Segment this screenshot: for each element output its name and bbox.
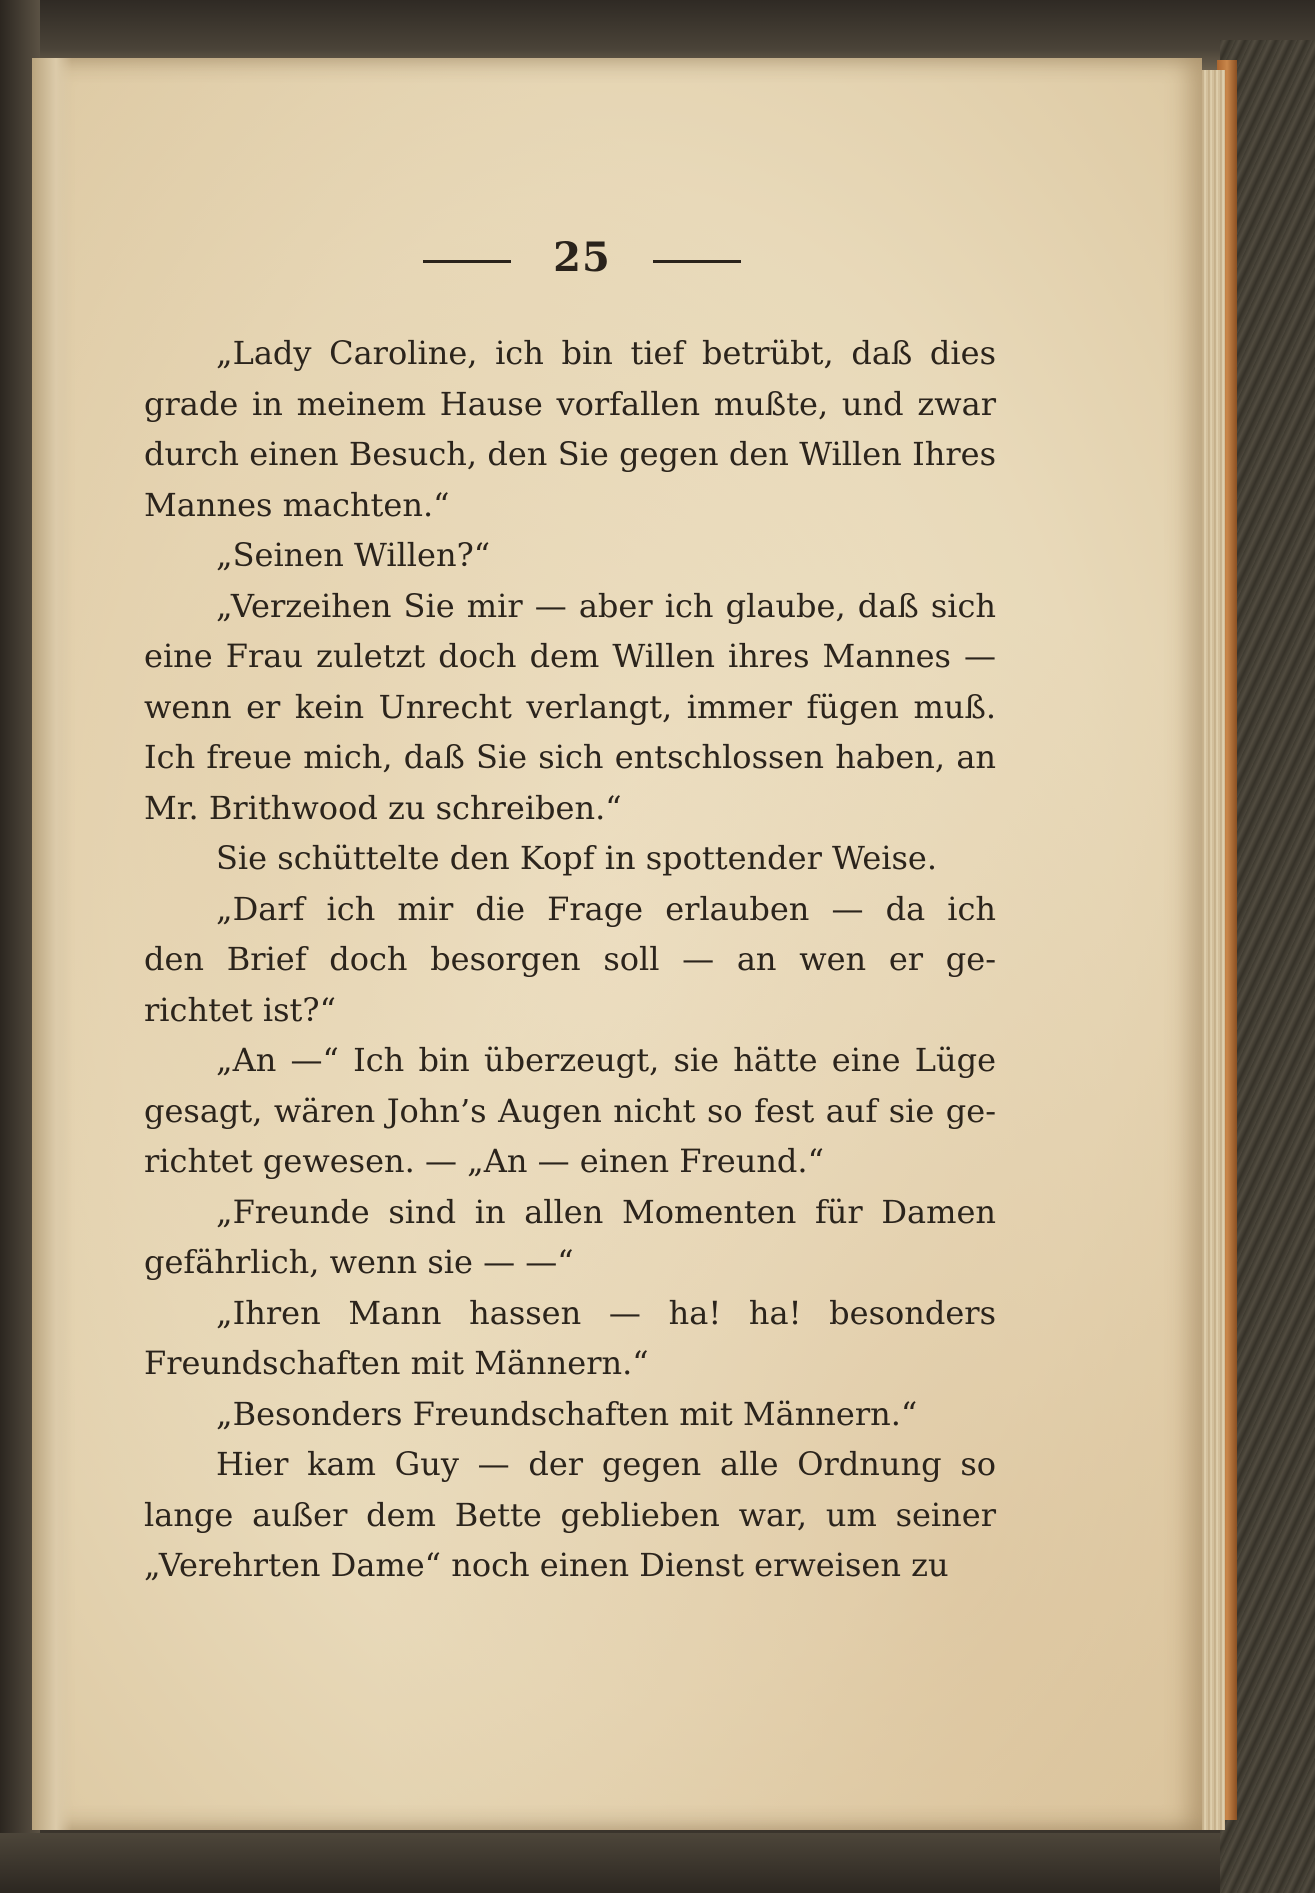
text-line: durch einen Besuch, den Sie gegen den Willen Ihres xyxy=(144,435,996,473)
paragraph xyxy=(144,530,996,581)
text-line: „An —“ Ich bin überzeugt, sie hätte eine Lüge xyxy=(216,1041,996,1079)
book-page xyxy=(32,58,1202,1830)
text-line: den Brief doch besorgen soll — an wen er ge- xyxy=(144,940,996,978)
paragraph xyxy=(144,1439,996,1591)
text-line: richtet gewesen. — „An — einen Freund.“ xyxy=(144,1142,824,1180)
paragraph xyxy=(144,1389,996,1440)
text-line: wenn er kein Unrecht verlangt, immer fügen muß. xyxy=(144,687,996,726)
text-line: „Seinen Willen?“ xyxy=(216,536,491,574)
text-line: grade in meinem Hause vorfallen mußte, und zwar xyxy=(144,384,996,423)
text-line: lange außer dem Bette geblieben war, um seiner xyxy=(144,1495,996,1534)
text-line: Hier kam Guy — der gegen alle Ordnung so xyxy=(216,1445,996,1483)
cover-bottom-edge xyxy=(0,1833,1315,1893)
paragraph xyxy=(144,328,996,530)
page-header xyxy=(32,234,1132,281)
text-line: gesagt, wären John’s Augen nicht so fest auf sie ge- xyxy=(144,1091,996,1130)
paragraph xyxy=(144,884,996,1036)
text-line: Freundschaften mit Männern.“ xyxy=(144,1344,649,1382)
text-line: Mr. Brithwood zu schreiben.“ xyxy=(144,788,622,827)
paragraph xyxy=(144,1288,996,1389)
text-line: richtet ist?“ xyxy=(144,990,336,1029)
header-rule-left xyxy=(423,260,511,263)
paragraph xyxy=(144,1187,996,1288)
header-rule-right xyxy=(653,260,741,263)
text-line: eine Frau zuletzt doch dem Willen ihres Mannes — xyxy=(144,637,996,675)
text-line: Ich freue mich, daß Sie sich entschlossen haben, an xyxy=(144,738,996,776)
text-line: „Besonders Freundschaften mit Männern.“ xyxy=(216,1394,918,1433)
text-line: „Darf ich mir die Frage erlauben — da ich xyxy=(216,889,996,928)
text-line: „Ihren Mann hassen — ha! ha! besonders xyxy=(216,1293,996,1332)
text-line: „Verehrten Dame“ noch einen Dienst erweisen zu xyxy=(144,1546,949,1584)
text-line: „Lady Caroline, ich bin tief betrübt, daß dies xyxy=(216,334,996,372)
page-number: 25 xyxy=(553,234,611,281)
paragraph xyxy=(144,581,996,834)
text-line: „Verzeihen Sie mir — aber ich glaube, daß sich xyxy=(216,586,996,625)
page-body-text xyxy=(144,328,996,1591)
paragraph xyxy=(144,833,996,884)
page-gutter xyxy=(32,58,72,1830)
text-line: „Freunde sind in allen Momenten für Damen xyxy=(216,1192,996,1231)
text-line: Mannes machten.“ xyxy=(144,485,450,524)
paragraph xyxy=(144,1035,996,1187)
text-line: Sie schüttelte den Kopf in spottender Weise. xyxy=(216,839,938,877)
text-line: gefährlich, wenn sie — —“ xyxy=(144,1243,574,1281)
